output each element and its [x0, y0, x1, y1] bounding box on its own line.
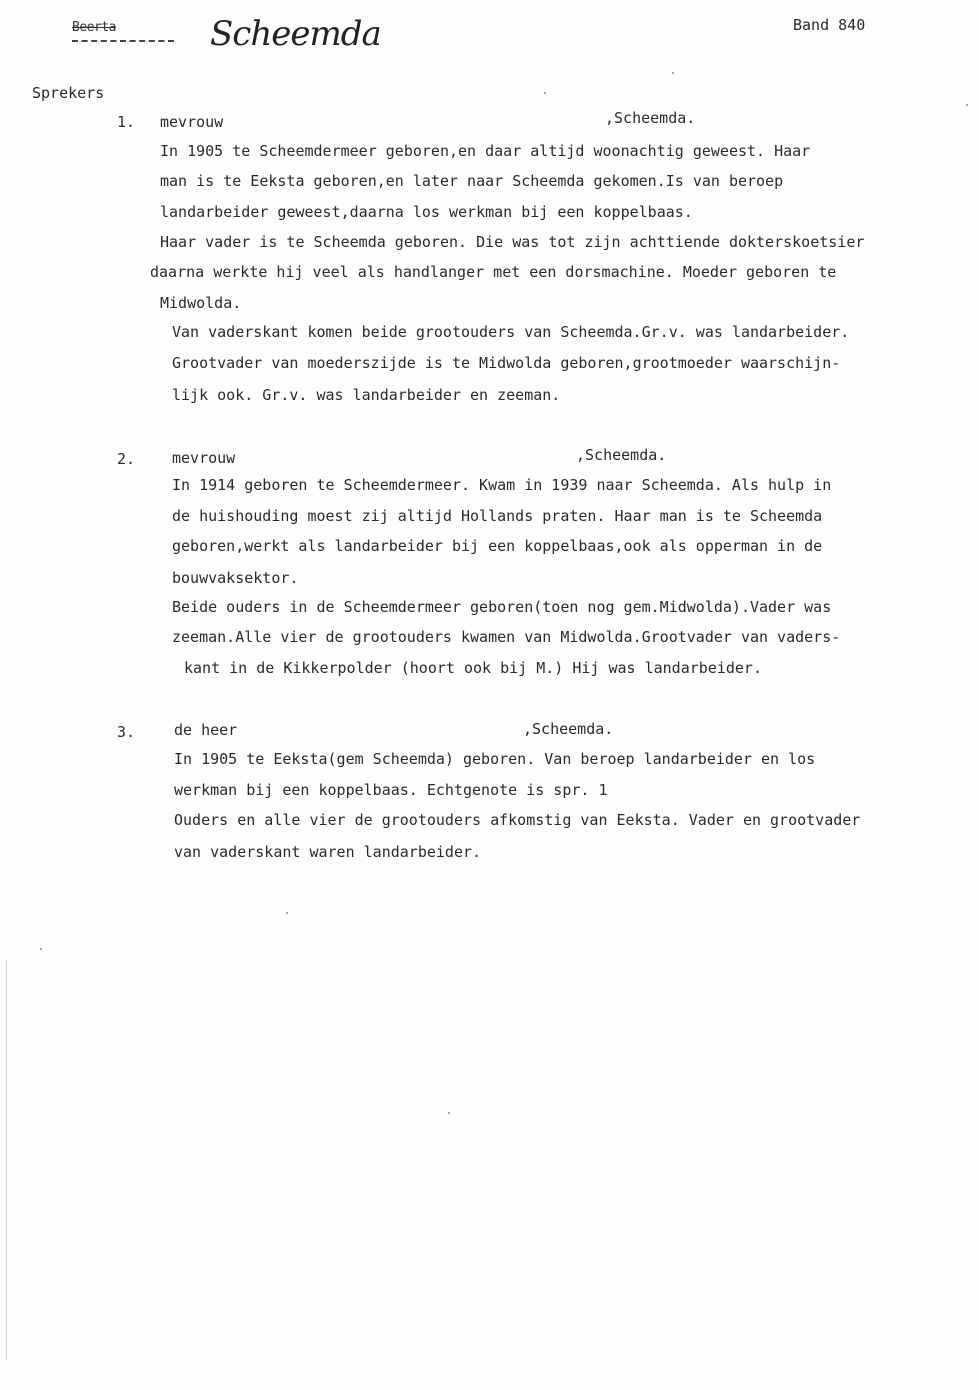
speaker-2-line: bouwvaksektor.	[172, 569, 299, 587]
handwritten-place-name: Scheemda	[210, 14, 381, 54]
dashed-underline	[72, 40, 174, 42]
speaker-2-line: In 1914 geboren te Scheemdermeer. Kwam in 1939 naar Scheemda. Als hulp in	[172, 476, 832, 494]
section-title: Sprekers	[32, 84, 105, 102]
scan-speck	[672, 72, 674, 74]
speaker-3-line: van vaderskant waren landarbeider.	[174, 843, 482, 861]
scan-speck	[448, 1112, 450, 1114]
speaker-1-line: landarbeider geweest,daarna los werkman bij een koppelbaas.	[160, 203, 693, 221]
speaker-3-number: 3.	[117, 723, 136, 741]
scan-edge-mark	[6, 960, 7, 1360]
speaker-2-line: de huishouding moest zij altijd Hollands praten. Haar man is te Scheemda	[172, 507, 823, 525]
speaker-2-line: geboren,werkt als landarbeider bij een koppelbaas,ook als opperman in de	[172, 537, 823, 555]
speaker-1-name: mevrouw	[160, 113, 224, 131]
speaker-2-line: zeeman.Alle vier de grootouders kwamen van Midwolda.Grootvader van vaders-	[172, 628, 841, 646]
speaker-3-line: Ouders en alle vier de grootouders afkomstig van Eeksta. Vader en grootvader	[174, 811, 861, 829]
speaker-3-place: ,Scheemda.	[523, 720, 614, 738]
scan-speck	[966, 104, 968, 106]
band-number: Band 840	[793, 16, 866, 34]
speaker-3-line: In 1905 te Eeksta(gem Scheemda) geboren. Van beroep landarbeider en los	[174, 750, 816, 768]
speaker-1-place: ,Scheemda.	[605, 109, 696, 127]
speaker-3-name: de heer	[174, 721, 238, 739]
speaker-1-line: Haar vader is te Scheemda geboren. Die was tot zijn achttiende dokterskoetsier	[160, 233, 865, 251]
speaker-3-line: werkman bij een koppelbaas. Echtgenote is spr. 1	[174, 781, 608, 799]
speaker-1-line: Van vaderskant komen beide grootouders van Scheemda.Gr.v. was landarbeider.	[172, 323, 850, 341]
scan-speck	[286, 912, 288, 914]
speaker-1-line: In 1905 te Scheemdermeer geboren,en daar altijd woonachtig geweest. Haar	[160, 142, 811, 160]
speaker-2-name: mevrouw	[172, 449, 236, 467]
speaker-1-number: 1.	[117, 113, 136, 131]
speaker-1-line: Grootvader van moederszijde is te Midwolda geboren,grootmoeder waarschijn-	[172, 354, 841, 372]
scan-speck	[40, 948, 42, 950]
speaker-2-line: kant in de Kikkerpolder (hoort ook bij M.) Hij was landarbeider.	[184, 659, 762, 677]
struck-out-place-name: Beerta	[72, 20, 116, 35]
speaker-1-line: daarna werkte hij veel als handlanger met een dorsmachine. Moeder geboren te	[150, 263, 837, 281]
speaker-2-line: Beide ouders in de Scheemdermeer geboren(toen nog gem.Midwolda).Vader was	[172, 598, 832, 616]
speaker-2-number: 2.	[117, 450, 136, 468]
speaker-1-line: lijk ook. Gr.v. was landarbeider en zeeman.	[172, 386, 561, 404]
speaker-1-line: Midwolda.	[160, 294, 242, 312]
speaker-2-place: ,Scheemda.	[576, 446, 667, 464]
scan-speck	[544, 92, 546, 94]
speaker-1-line: man is te Eeksta geboren,en later naar Scheemda gekomen.Is van beroep	[160, 172, 784, 190]
